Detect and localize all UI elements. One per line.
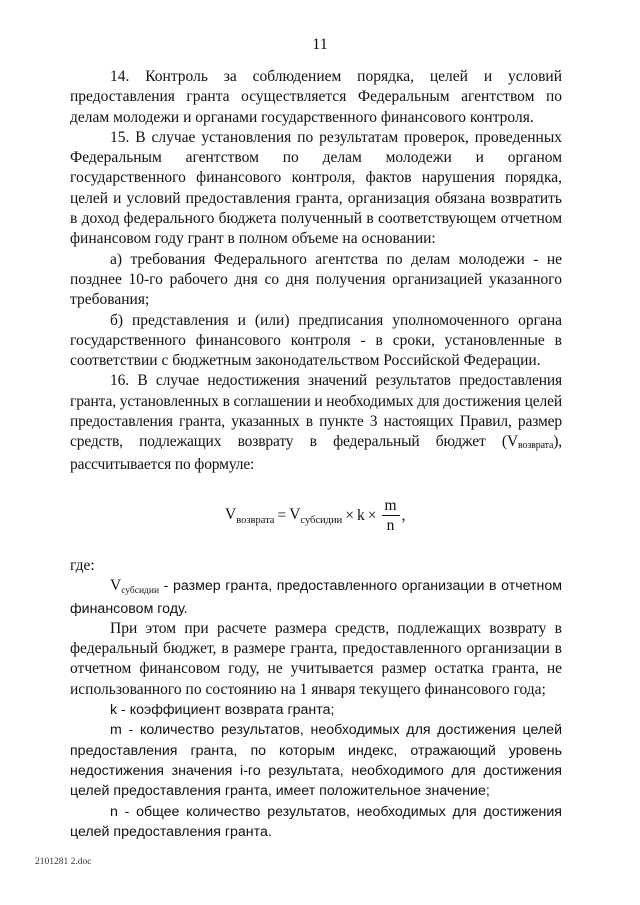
where-label: где:	[70, 556, 95, 574]
paragraph-14: 14. Контроль за соблюдением порядка, целей и условий предоставления гранта осуществляется Федеральным агентством по делам молодежи и органами государственного финансового контроля.	[70, 68, 562, 126]
return-formula	[70, 494, 562, 538]
paragraph-16	[70, 371, 562, 474]
formula-v-subsidy: $V_{субсидии}$	[289, 505, 343, 526]
paragraph-16-text-end: ), рассчитывается по формуле:	[70, 433, 562, 473]
formula-k: k	[357, 506, 365, 524]
formula-fraction	[382, 496, 400, 535]
formula-v-return: $V_{возврата}$	[225, 505, 275, 526]
paragraph-15-item-a: а) требования Федерального агентства по делам молодежи - не позднее 10-го рабочего дня со дня получения организацией указанного требования;	[70, 250, 562, 309]
paragraph-15: 15. В случае установления по результатам проверок, проведенных Федеральным агентством по делам молодежи и органом государственного финансового контроля, фактов нарушения порядка, целей и условий предоставления гранта, организация обязана возвратить в доход федерального бюджета полученный в соответствующем отчетном финансовом году грант в полном объеме на основании:	[70, 128, 562, 248]
file-name-footer: 2101281 2.doc	[35, 857, 92, 867]
document-body	[70, 67, 562, 842]
definition-m: m - количество результатов, необходимых для достижения целей предоставления гранта, по которым индекс, отражающий уровень недостижения значения i-го результата, необходимого для достижения целей предоставления гранта, имеет положительное значение;	[70, 722, 562, 800]
formula-denominator: n	[386, 517, 395, 535]
paragraph-16-text-start: 16. В случае недостижения значений результатов предоставления гранта, установленных в соглашении и необходимых для достижения целей предоставления гранта, указанных в пункте 3 настоящих Правил, размер средств, подлежащих возврату в федеральный бюджет (V	[70, 372, 562, 451]
formula-equals: =	[277, 506, 287, 524]
formula-numerator: m	[382, 496, 400, 516]
formula-comma: ,	[401, 506, 406, 524]
definition-v-subsidy: Vсубсидии - размер гранта, предоставленного организации в отчетном финансовом году.	[70, 577, 562, 617]
calculation-note: При этом при расчете размера средств, подлежащих возврату в федеральный бюджет, в размере гранта, предоставленного организации в отчетном финансовом году, не учитывается размер остатка гранта, не использованного по состоянию на 1 января текущего финансового года;	[70, 619, 562, 698]
definition-k: k - коэффициент возврата гранта;	[110, 702, 335, 719]
paragraph-15-item-b: б) представления и (или) предписания уполномоченного органа государственного финансового контроля - в сроки, установленные в соответствии с бюджетным законодательством Российской Федерации.	[70, 311, 562, 370]
formula-times: ×	[367, 506, 377, 524]
v-return-subscript: возврата	[518, 440, 554, 452]
definition-n: n - общее количество результатов, необходимых для достижения целей предоставления гранта.	[70, 803, 562, 840]
page-number: 11	[312, 36, 328, 53]
formula-times: ×	[345, 506, 355, 524]
